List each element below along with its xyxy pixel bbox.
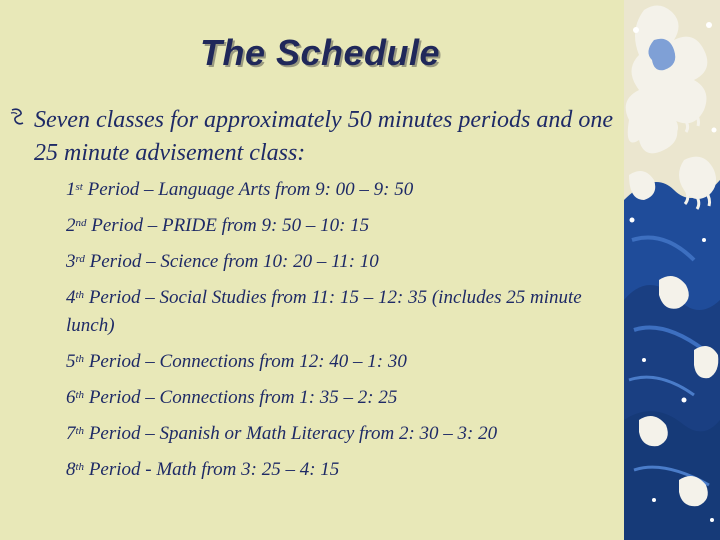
bullet-text: Seven classes for approximately 50 minutes periods and one 25 minute advisement class:	[34, 107, 614, 166]
period-text: Period – PRIDE from 9: 50 – 10: 15	[86, 215, 370, 236]
period-number: 6	[66, 387, 76, 408]
slide-title: The Schedule	[199, 32, 441, 73]
period-suffix: th	[75, 353, 85, 365]
period-suffix: th	[75, 461, 85, 473]
period-text: Period – Connections from 12: 40 – 1: 30	[84, 351, 407, 372]
period-text: Period – Science from 10: 20 – 11: 10	[84, 251, 379, 272]
period-item	[66, 248, 626, 276]
period-number: 3	[66, 251, 76, 272]
period-suffix: th	[75, 425, 85, 437]
great-wave-image	[624, 0, 720, 540]
double-s-bullet-icon	[8, 108, 26, 126]
period-item	[66, 212, 626, 240]
period-item	[66, 456, 626, 484]
period-number: 7	[66, 423, 76, 444]
period-suffix: rd	[75, 253, 85, 265]
period-number: 4	[66, 287, 76, 308]
period-suffix: nd	[75, 217, 87, 229]
period-text: Period – Social Studies from 11: 15 – 12: 35 (includes 25 minute lunch)	[66, 287, 582, 336]
period-suffix: th	[75, 389, 85, 401]
period-number: 2	[66, 215, 76, 236]
period-item	[66, 348, 626, 376]
period-item	[66, 176, 626, 204]
period-number: 8	[66, 459, 76, 480]
period-item	[66, 384, 626, 412]
period-number: 1	[66, 179, 76, 200]
period-list	[66, 176, 626, 492]
period-suffix: th	[75, 289, 85, 301]
period-item	[66, 420, 626, 448]
wave-illustration	[624, 0, 720, 540]
period-text: Period – Connections from 1: 35 – 2: 25	[84, 387, 398, 408]
period-number: 5	[66, 351, 76, 372]
period-text: Period - Math from 3: 25 – 4: 15	[84, 459, 340, 480]
period-item	[66, 284, 626, 340]
period-suffix: st	[75, 181, 83, 193]
period-text: Period – Spanish or Math Literacy from 2: 30 – 3: 20	[84, 423, 498, 444]
period-text: Period – Language Arts from 9: 00 – 9: 50	[82, 179, 414, 200]
